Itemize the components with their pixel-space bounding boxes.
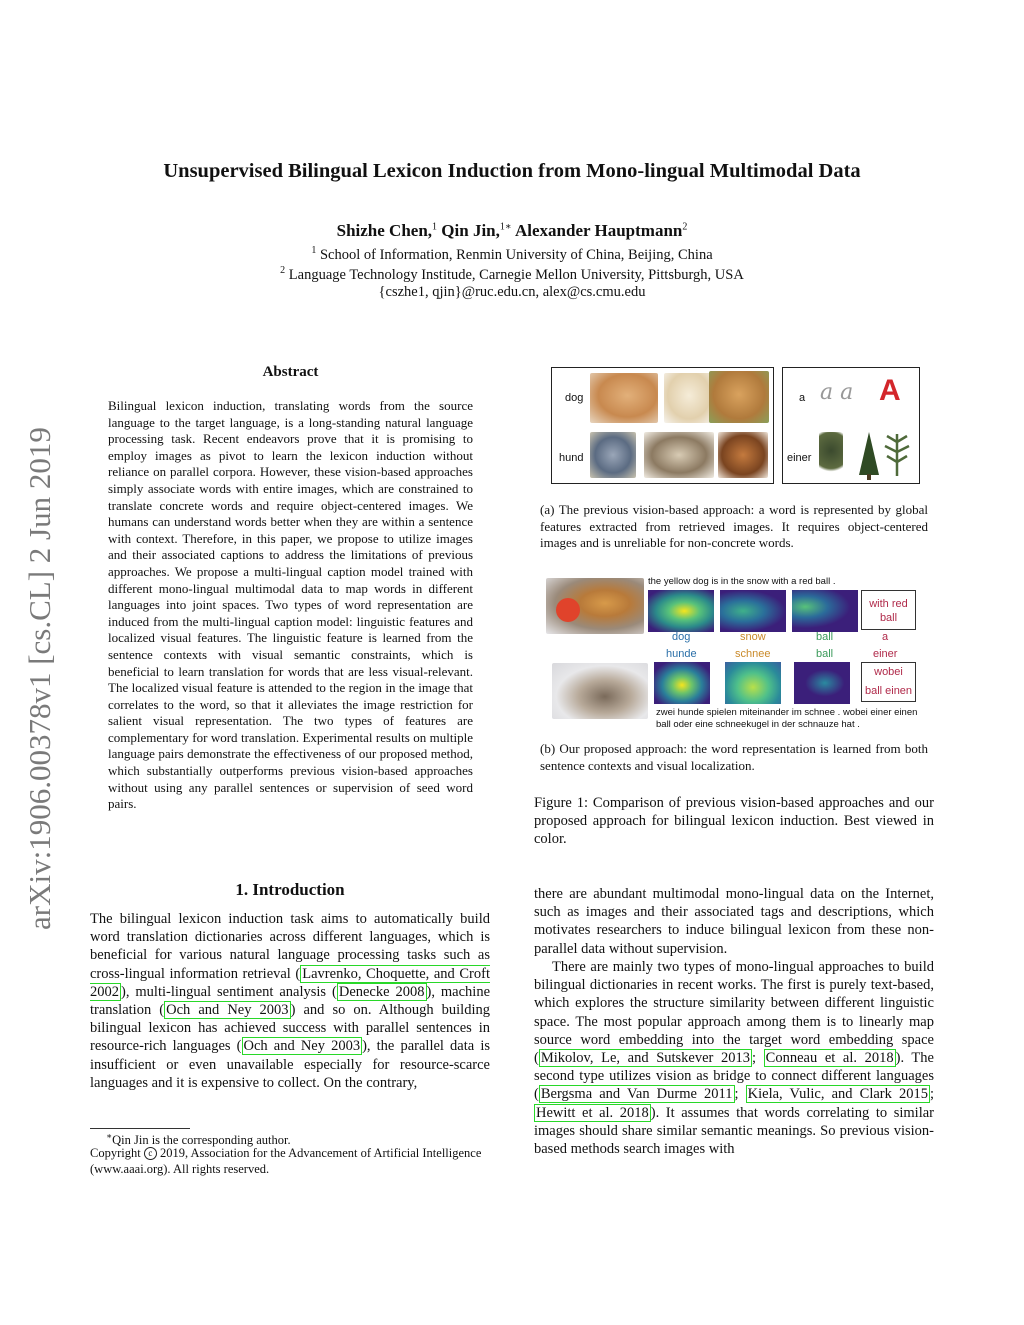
en-word-a: a <box>882 631 889 643</box>
citation-link[interactable]: Hewitt et al. 2018 <box>536 1104 649 1121</box>
snow-dogs-photo <box>552 663 648 719</box>
right-column-paragraph-2: There are mainly two types of mono-lingual approaches to build bilingual dictionaries in recent works. The first is purely text-based, which explores the structure similarity between different linguistic space. The most popular approach among them is to linearly map source word embedding into the target word embedding space ( Mikolov, Le, and Sutskever 2013 ; Conneau et al. 2018 ). The second type utilizes vision as bridge to connect different languages ( Bergsma and Van Durme 2011 ; Kiela, Vulic, and Clark 2015 ; Hewitt et al. 2018 ). It assumes that words correlating to similar images should share similar semantic meanings. So previous vision-based methods search images with <box>534 959 934 1158</box>
citation-link[interactable]: Och and Ney 2003 <box>243 1038 361 1055</box>
hund-photo-1 <box>590 432 636 478</box>
paper-title: Unsupervised Bilingual Lexicon Induction from Mono-lingual Multimodal Data <box>163 160 861 182</box>
red-letter-icon: A <box>879 374 901 407</box>
english-caption-sentence: the yellow dog is in the snow with a red ball . <box>648 576 836 587</box>
right-column-paragraph-1: there are abundant multimodal mono-lingual data on the Internet, such as images and their associated tags and descriptions, which motivates researchers to induce bilingual lexicon from these non-parallel data without supervision. <box>534 886 934 957</box>
footnote-corresponding: ∗Qin Jin is the corresponding author. <box>106 1131 291 1148</box>
citation-link[interactable]: Denecke 2008 <box>338 983 425 1000</box>
german-function-words-box: wobei ball einen <box>861 662 916 702</box>
attention-map-snow <box>720 590 786 632</box>
author-2: Qin Jin, <box>441 221 500 240</box>
de-word-hunde: hunde <box>666 648 697 660</box>
figure-1-caption: Figure 1: Comparison of previous vision-based approaches and our proposed approach for bilingual lexicon induction. Best viewed in color. <box>534 795 934 848</box>
snow-dog-photo <box>546 578 644 634</box>
author-3: Alexander Hauptmann <box>515 221 683 240</box>
abstract-heading: Abstract <box>262 364 319 380</box>
german-caption-sentence-line-1: zwei hunde spielen miteinander im schnee . wobei einer einen <box>656 707 918 718</box>
en-word-snow: snow <box>740 631 766 643</box>
dog-photo-2 <box>664 373 714 423</box>
hund-photo-3 <box>718 432 768 478</box>
script-letter-glyphs: a a <box>820 380 854 405</box>
affiliation-1: $^1$ School of Information, Renmin University of China, Beijing, China <box>311 245 713 263</box>
figure-panel-a-caption: (a) The previous vision-based approach: a word is represented by global features extracted from retrieved images. It requires object-centered images and is unreliable for non-concrete words. <box>540 502 928 551</box>
section-heading-introduction: 1. Introduction <box>235 880 345 899</box>
introduction-paragraph: The bilingual lexicon induction task aims to automatically build word translation dictionaries across different languages, which is beneficial for various natural language processing tasks such as cross-lingual information retrieval ( Lavrenko, Choquette, and Croft 2002 ), multi-lingual sentiment analysis ( Denecke 2008 ), machine translation ( Och and Ney 2003 ) and so on. Although building bilingual lexicon has achieved success with parallel sentences in resource-rich languages ( Och and Ney 2003 ), the parallel data is insufficient or even unavailable especially for resource-scarce languages and it is expensive to collect. On the contrary, <box>90 911 491 1091</box>
citation-link[interactable]: Bergsma and Van Durme 2011 <box>540 1086 733 1103</box>
word-a: a <box>799 392 806 404</box>
hund-photo-2 <box>644 432 714 478</box>
de-word-schnee: schnee <box>735 648 771 660</box>
de-word-ball: ball <box>816 648 834 660</box>
attention-map-schnee <box>725 662 781 704</box>
figure-panel-a-left <box>551 367 774 484</box>
author-emails: {cszhe1, qjin}@ruc.edu.cn, alex@cs.cmu.edu <box>378 284 646 300</box>
english-function-words-box: with red ball <box>861 590 916 630</box>
dog-photo-3 <box>709 371 769 423</box>
german-caption-sentence-line-2: ball oder eine schneekugel in der schnauze hat . <box>656 719 860 730</box>
citation-link[interactable]: Mikolov, Le, and Sutskever 2013 <box>540 1050 750 1067</box>
figure-panel-a-right <box>782 367 920 484</box>
en-word-ball: ball <box>816 631 834 643</box>
attention-map-dog <box>648 590 714 632</box>
footnote-rule <box>90 1128 190 1129</box>
affiliation-2: $^2$ Language Technology Institude, Carnegie Mellon University, Pittsburgh, USA <box>280 265 744 283</box>
tree-icon <box>857 430 881 480</box>
word-hund: hund <box>559 452 584 464</box>
attention-map-ball <box>792 590 858 632</box>
arxiv-identifier: arXiv:1906.00378v1 [cs.CL] 2 Jun 2019 <box>22 427 57 930</box>
author-list: Shizhe Chen,$^1$ Qin Jin,$^{1∗}$ Alexander Hauptmann$^2$ <box>336 221 688 240</box>
attention-map-hunde <box>654 662 710 704</box>
berries-photo <box>819 432 843 478</box>
figure-panel-b-caption: (b) Our proposed approach: the word representation is learned from both sentence contexts and visual localization. <box>540 741 928 773</box>
branch-icon <box>881 430 913 478</box>
footnote-copyright: Copyright c 2019, Association for the Advancement of Artificial Intelligence (www.aaai.org). All rights reserved. <box>90 1146 482 1176</box>
citation-link[interactable]: Conneau et al. 2018 <box>765 1050 894 1067</box>
en-word-dog: dog <box>672 631 691 643</box>
word-einer: einer <box>787 452 812 464</box>
citation-link[interactable]: Lavrenko, Choquette, and Croft 2002 <box>90 965 490 1000</box>
abstract-text: Bilingual lexicon induction, translating words from the source language to the target language, is a long-standing natural language processing task. Recent endeavors prove that it is promising to employ images as pivot to learn the lexicon induction without reliance on parallel corpora. However, these vision-based approaches simply associate words with entire images, which are constrained to translate concrete words and require object-centered images. We humans can understand words better when they are within a sentence with context. Therefore, in this paper, we propose to utilize images and their associated captions to address the limitations of previous approaches. We propose a multi-lingual caption model trained with different mono-lingual multimodal data to map words in different languages into joint spaces. Two types of word representation are induced from the multi-lingual caption model: linguistic features and localized visual features. The linguistic feature is learned from the sentence contexts with visual semantic constraints, which is beneficial to learn translation for words that are less visual-relevant. The localized visual feature is attended to the region in the image that correlates to the word, so that it alleviates the image restriction for salient visual representation. The two types of features are complementary for word translation. Experimental results on multiple language pairs demonstrate the effectiveness of our proposed method, which substantially outperforms previous vision-based approaches without using any parallel sentences or supervision of seed word pairs. <box>108 398 473 812</box>
copyright-symbol: c <box>144 1147 157 1160</box>
attention-map-ball-de <box>794 662 850 704</box>
citation-link[interactable]: Och and Ney 2003 <box>166 1002 289 1019</box>
de-word-einer: einer <box>873 648 898 660</box>
author-1: Shizhe Chen, <box>336 221 433 240</box>
citation-link[interactable]: Kiela, Vulic, and Clark 2015 <box>747 1086 928 1103</box>
word-dog: dog <box>565 392 584 404</box>
dog-photo-1 <box>590 373 658 423</box>
